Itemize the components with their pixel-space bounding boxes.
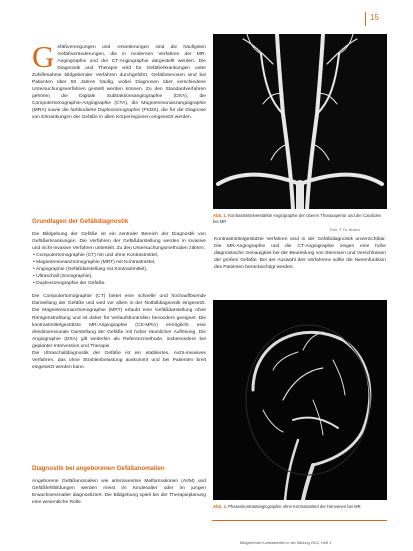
section-heading-basics: Grundlagen der Gefäßdiagnostik (32, 218, 129, 225)
section-basics-body (32, 231, 206, 371)
dropcap: G (32, 39, 55, 74)
figure-1-text: Kontrastmittelverstärkte Angiographie der oberen Thoraxapertur und der Carotiden bei MR (213, 213, 382, 224)
figure-neck-angiography (213, 34, 387, 209)
figure-2-caption (213, 504, 387, 510)
page-number: 15 (370, 13, 379, 22)
figure-1-label: Abb. 1. (213, 213, 227, 218)
section-basics-paragraph-3: Die Ultraschalldiagnostik der Gefäße ist ein etabliertes, nicht-invasives Verfahren, das ohne Strahlenbelastung auskommt und bei Patienten breit eingesetzt werden kann. (32, 350, 206, 370)
figure-brain-venography (213, 300, 387, 500)
bullet-item: • Magnetresonanztomographie (MRT) mit Kontrastmittel, (33, 260, 156, 266)
bullet-item: • Ultraschall (Sonographie), (33, 274, 93, 280)
section-anomalies-body (32, 478, 206, 506)
intro-text: efäßverengungen und -erweiterungen sind die häufigsten Gefäßveränderungen, die in modernen Verfahren der MR-Angiographie und der CT-Angiographie dargestellt werden. Die Diagnostik und Therapie wird für Gefäßerkrankungen unter Zuhilfenahme bildgebender Verfahren durchgeführt. Gefäßstenosen sind bei Patienten über 50 Jahren häufig, wobei Diagnosen über verschiedene Untersuchungsverfahren gestellt werden können. Zu den Standardverfahren gehören die Digitale Subtraktionsangiographie (DSA), die Computertomographie-Angiographie (CTA), die Magnetresonanzangiographie (MRA) sowie die farbkodierte Duplexsonographie (FKDS), die für die Diagnose von Erkrankungen der Gefäße in allen Körperregionen eingesetzt werden. (32, 45, 206, 121)
section-basics-paragraph-2: Die Computertomographie (CT) bietet eine schnelle und hochauflösende Darstellung der Gefäße und wird vor allem in der Notfalldiagnostik eingesetzt. Die Magnetresonanztomographie (MRT) erlaubt eine Gefäßdarstellung ohne Röntgenstrahlung und ist daher für Verlaufskontrollen besonders geeignet. Die kontrastmittelgestützte MR-Angiographie (CE-MRA) ermöglicht eine dreidimensionale Darstellung der Gefäße mit hoher räumlicher Auflösung. Die Angiographie (DSA) gilt weiterhin als Referenzmethode, insbesondere bei geplanter Intervention und Therapie. (32, 294, 206, 349)
figure-2-text: Phasenkontrastangiographie ohne Kontrastmittel der Hirnvenen bei MR (228, 504, 361, 509)
bullet-item: • Computertomographie (CT) mit und ohne Kontrastmittel, (33, 253, 159, 259)
page-footer: Bildgebende Kontrastmittel in der Bildung 2012, Heft 1 (240, 541, 332, 545)
figure-1-credit: Foto: © Fa. Bracco (330, 228, 361, 232)
bullet-item: • Duplexsonographie der Gefäße. (33, 281, 106, 287)
section-heading-anomalies: Diagnostik bei angeborenen Gefäßanomalien (32, 465, 165, 472)
figure-2-label: Abb. 2. (213, 504, 227, 509)
figure-1-caption (213, 213, 387, 224)
footer-rule (212, 520, 387, 521)
intro-paragraph (32, 39, 206, 122)
section-basics-paragraph-1: Die Bildgebung der Gefäße ist ein zentraler Bereich der Diagnostik von Gefäßerkrankungen. Die Verfahren der Gefäßdarstellung werden in invasive und nicht-invasive Verfahren unterteilt. Zu den Untersuchungsmethoden zählen: (32, 232, 206, 252)
section-anomalies-text: Angeborene Gefäßanomalien wie arteriovenöse Malformationen (AVM) und Gefäßfehlbildungen werden meist im Kindesalter oder im jungen Erwachsenenalter diagnostiziert. Die Bildgebung spielt bei der Therapieplanung eine wesentliche Rolle. (32, 479, 206, 506)
header-rule (365, 12, 366, 26)
section-basics-right-text: Kontrastmittelgestützte Verfahren sind in der Gefäßdiagnostik unverzichtbar. Die MR-Angiographie und die CT-Angiographie zeigen eine hohe diagnostische Genauigkeit bei der Beurteilung von Stenosen und Verschlüssen der großen Gefäße. Bei der Auswahl des Verfahrens sollte die Nierenfunktion des Patienten berücksichtigt werden. (214, 237, 386, 271)
bullet-item: • Angiographie (Gefäßdarstellung mit Kontrastmittel), (33, 267, 148, 273)
neck-angiography-image (213, 34, 387, 209)
brain-venography-image (213, 300, 387, 500)
section-basics-right-column (214, 236, 386, 271)
